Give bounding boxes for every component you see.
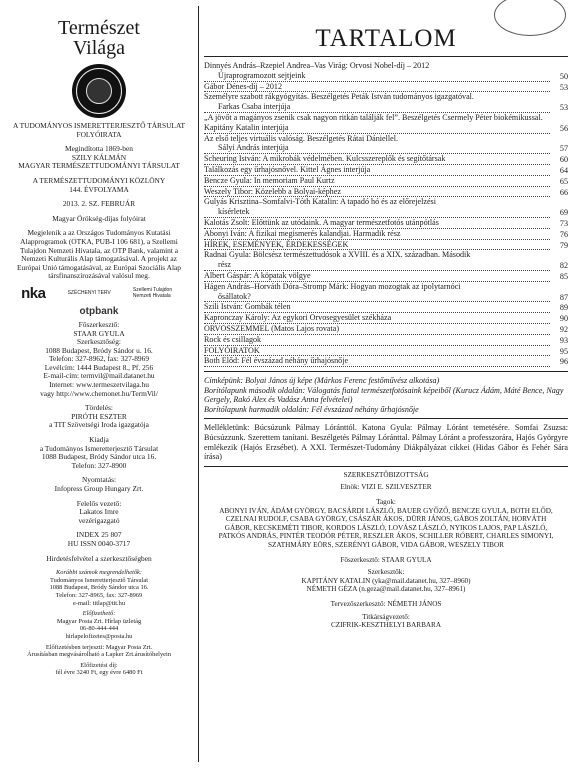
toc-entry (204, 240, 568, 251)
office-postal: Levélcím: 1444 Budapest 8., Pf. 256 (44, 362, 154, 372)
toc-entry (204, 302, 568, 313)
older-issues-phone: Telefon: 327-8965, fax: 327-8969 (55, 591, 143, 599)
toc-entry-title: Gábor Dénes-díj – 2012 (204, 82, 550, 93)
editor-nemeth: NÉMETH GÉZA (n.geza@mail.datanet.hu, 327–8961) (306, 585, 466, 594)
toc-entry (204, 282, 568, 303)
toc-entry-title: Személyre szabott rákgyógyítás. Beszélgetés Peták István tudományos igazgatóval. (204, 92, 474, 102)
supplement-text: Mellékletünk: Búcsúzunk Pálmay Lóránttól. Katona Gyula: Pálmay Lóránt temetésére. Somfai Zsuzsa: Búcsúzzunk. Szerettem tanítani. Beszélgetés Pálmay Lóránttal. Pálmay Lóránt a professzorára, Hajós Györgyre emlékezik (Hajós Erzsébet). A XXI. Természet-Tudomány Diákpályázat cikkei (Hidas Gábor és Fehér Sára írása) (204, 423, 568, 462)
editor-label: Főszerkesztő: (78, 319, 120, 329)
toc-entry-title: „A jövőt a magányos zsenik csak nagyon ritkán találják fel”. Beszélgetés Csermely Péter biokémikussal. Kapitány Katalin interjúja (204, 113, 550, 134)
toc-entry (204, 313, 568, 324)
office-email: E-mail-cím: termvil@mail.datanet.hu (43, 371, 155, 381)
toc-page-number: 64 (559, 165, 568, 175)
responsible-label: Felelős vezető: (76, 498, 122, 508)
design-name: PIRÓTH ESZTER (71, 411, 127, 421)
subscription-phone: 06-80-444-444 (79, 625, 119, 633)
issue-date: 2013. 2. SZ. FEBRUÁR (62, 199, 136, 209)
toc-page-number: 69 (559, 208, 568, 218)
board-members: ABONYI IVÁN, ÁDÁM GYÖRGY, BACSÁRDI LÁSZLÓ, BAUER GYŐZŐ, BENCZE GYULA, BOTH ELŐD, CZELNAI RUDOLF, CSABA GYÖRGY, CSÁSZÁR ÁKOS, DÜRR JÁNOS, GÁBOS ZOLTÁN, HORVÁTH GÁBOR, KECSKEMÉTI TIBOR, KORDOS LÁSZLÓ, LOVÁSZ LÁSZLÓ, NYIKOS LAJOS, PAP LÁSZLÓ, PATKÓS ANDRÁS, PINTÉR TEODÓR PÉTER, RESZLER ÁKOS, SCHILLER RÓBERT, CHARLES SIMONYI, SZATHMÁRY EÖRS, SZERÉNYI GÁBOR, VIDA GÁBOR, WESZELY TIBOR (218, 506, 554, 550)
publisher-phone: Telefon: 327-8900 (71, 460, 127, 470)
toc-entry (204, 229, 568, 240)
toc-entry-title: Radnai Gyula: Bölcsész természettudósok a XVIII. és a XIX. században. Második (204, 250, 471, 260)
toc-page-number: 92 (559, 324, 568, 334)
founded-line3: MAGYAR TERMÉSZETTUDOMÁNYI TÁRSULAT (18, 161, 180, 171)
journal-of-society: A TUDOMÁNYOS ISMERETTERJESZTŐ TÁRSULAT FOLYÓIRATA (13, 121, 185, 139)
toc-entry-continuation: ősállatok? (204, 292, 550, 303)
price-label: Előfizetési díj: (80, 661, 118, 669)
toc-entry (204, 61, 568, 82)
board-members-label: Tagok: (376, 498, 396, 507)
office-phone: Telefon: 327-8962, fax: 327-8969 (48, 354, 150, 364)
office-web-alt: vagy http://www.chemonet.hu/TermVil/ (40, 388, 158, 398)
toc-page-number: 76 (559, 229, 568, 239)
design-role: a TIT Szövetségi Iroda igazgatója (49, 420, 149, 430)
toc-entry (204, 176, 568, 187)
toc-entry-title: HÍREK, ESEMÉNYEK, ÉRDEKESSÉGEK (204, 240, 550, 251)
toc-page-number: 85 (559, 271, 568, 281)
older-issues-address: 1088 Budapest, Bródy Sándor utca 16. (49, 584, 149, 592)
heritage-award-line: Magyar Örökség-díjas folyóirat (52, 213, 146, 223)
cover-rule (204, 418, 568, 419)
cover-caption-1: Címképünk: Bolyai János új képe (Márkos Ferenc festőművész alkotása) (204, 376, 440, 386)
toc-page-number: 87 (559, 292, 568, 302)
responsible-name: Lakatos Imre (79, 507, 119, 517)
print-label: Nyomtatás: (81, 475, 117, 485)
toc-entry (204, 335, 568, 346)
toc-page-number: 50 (559, 71, 568, 81)
toc-page-number: 53 (559, 82, 568, 92)
toc-entry-title: Gulyás Krisztina–Somfalvi-Tóth Katalin: A tapadó hó és az előrejelzési (204, 197, 436, 207)
toc-page-number: 65 (559, 176, 568, 186)
supplement-rule (204, 466, 568, 467)
toc-bottom-rule (204, 371, 568, 372)
toc-entry-continuation: Újraprogramozott sejtjeink (204, 71, 550, 82)
secretary-name: CZIFRIK-KESZTHELYI BARBARA (330, 621, 442, 630)
cover-caption-3: Borítólapunk harmadik oldalán: Fél évszázad néhány űrhajósnője (204, 404, 419, 414)
toc-page-number: 93 (559, 335, 568, 345)
stnh-logo: Szellemi Tulajdon Nemzeti Hivatala (132, 287, 173, 300)
kozlony-line: A TERMÉSZETTUDOMÁNYI KÖZLÖNY (32, 175, 166, 185)
toc-page-number: 66 (559, 187, 568, 197)
toc-page-number: 53 (559, 103, 568, 113)
design-editor: Tervezőszerkesztő: NÉMETH JÁNOS (330, 599, 442, 608)
distribution-line1: Előfizetésben terjeszti: Magyar Posta Zrt. (45, 643, 153, 651)
toc-entry (204, 346, 568, 357)
office-address: 1088 Budapest, Bródy Sándor u. 16. (45, 345, 153, 355)
publisher-address: 1088 Budapest, Bródy Sándor utca 16. (41, 452, 157, 462)
secretary-label: Titkárságvezető: (362, 612, 410, 621)
toc-entry-title: Kalotás Zsolt: Előttünk az utódaink. A magyar természetfotós utánpótlás (204, 218, 550, 229)
toc-page-number: 79 (559, 240, 568, 250)
toc-entry-title: Kapronczay Károly: Az egykori Orvosegyesület székháza (204, 313, 550, 324)
toc-page-number: 90 (559, 314, 568, 324)
contents-heading: TARTALOM (315, 25, 457, 52)
issn-number: HU ISSN 0040-3717 (67, 538, 131, 548)
toc-page-number: 89 (559, 303, 568, 313)
chief-editor: Főszerkesztő: STAAR GYULA (340, 555, 432, 564)
toc-entry-title: Weszely Tibor: Közelebb a Bolyai-képhez (204, 187, 550, 198)
toc-entry (204, 82, 568, 93)
subscription-label: Előfizethető: (82, 610, 116, 618)
toc-page-number: 95 (559, 346, 568, 356)
toc-entry-continuation: rész (204, 260, 550, 271)
publisher-name: a Tudományos Ismeretterjesztő Társulat (39, 443, 159, 453)
board-title: SZERKESZTŐBIZOTTSÁG (343, 470, 429, 479)
toc-entry-title: Hágen András–Horváth Dóra–Stromp Márk: Hogyan mozogtak az ipolytarnóci (204, 281, 461, 291)
toc-page-number: 56 (559, 123, 568, 133)
toc-entry-title: Scheuring István: A mikrobák védelmében. Kulcsszereplők és segítőtársak (204, 154, 550, 165)
toc-entry-continuation: kísérletek (204, 207, 550, 218)
column-divider (198, 6, 199, 762)
toc-entry (204, 154, 568, 165)
toc-entry-title: Both Előd: Fél évszázad néhány űrhajósnője (204, 356, 550, 367)
table-of-contents (204, 61, 568, 367)
editors-label: Szerkesztők: (367, 568, 405, 577)
toc-entry (204, 324, 568, 335)
evfolyam-line: 144. ÉVFOLYAMA (69, 184, 129, 194)
heading-rule (204, 56, 568, 57)
toc-entry (204, 250, 568, 271)
magazine-title-line1: Természet (58, 17, 140, 39)
toc-entry-title: Az első teljes virtuális valóság. Beszélgetés Rátai Dániellel. (204, 133, 398, 143)
otp-logo: otpbank (79, 305, 119, 317)
ads-line: Hirdetésfelvétel a szerkesztőségben (46, 553, 152, 563)
contents-column (204, 4, 568, 764)
toc-entry (204, 165, 568, 176)
toc-entry (204, 271, 568, 282)
toc-entry-title: Bencze Gyula: In memoriam Paul Kurtz (204, 176, 550, 187)
editor-name: STAAR GYULA (73, 328, 125, 338)
toc-page-number: 82 (559, 261, 568, 271)
toc-entry-title: Abonyi Iván: A fizikai megismerés kalandjai. Harmadik rész (204, 229, 550, 240)
toc-page-number: 96 (559, 357, 568, 367)
subscription-email: hirlapelofizetes@posta.hu (65, 632, 133, 640)
magazine-title-line2: Világa (72, 37, 126, 59)
toc-entry-title: Szili István: Gombák télen (204, 302, 550, 313)
toc-page-number: 57 (559, 144, 568, 154)
office-label: Szerkesztőség: (77, 337, 121, 347)
older-issues-email: e-mail: titlap@tit.hu (72, 599, 126, 607)
imprint-column (4, 4, 194, 764)
toc-entry (204, 113, 568, 134)
toc-entry-continuation: Sályi András interjúja (204, 143, 550, 154)
publisher-label: Kiadja (89, 435, 109, 445)
board-chair: Elnök: VIZI E. SZILVESZTER (340, 483, 432, 492)
toc-entry (204, 92, 568, 113)
founded-line1: Megindította 1869-ben (65, 144, 133, 154)
toc-entry-title: Rock és csillagok (204, 335, 550, 346)
toc-entry (204, 197, 568, 218)
editor-kapitany: KAPITÁNY KATALIN (yka@mail.datanet.hu, 327–8960) (301, 576, 471, 585)
subscription-org: Magyar Posta Zrt. Hírlap üzletág (56, 617, 142, 625)
price-values: fél évre 3240 Ft, egy évre 6480 Ft (55, 669, 143, 677)
toc-entry-title: Albert Gáspár: A köpatak völgye (204, 271, 550, 282)
sponsor-logos (10, 285, 188, 302)
toc-entry (204, 187, 568, 198)
cover-caption-2: Borítólapunk második oldalán: Válogatás fiatal természetfotósaink képeiből (Kurucz Ádám, Máté Bence, Nagy Gergely, Rakó Alex és Vadász Anna felvételei) (204, 385, 564, 405)
toc-entry-title: Dinnyés András–Rzepiel Andrea–Vas Virág: Orvosi Nobel-díj – 2012 (204, 61, 430, 70)
toc-entry-title: FOLYÓIRATOK (204, 346, 550, 357)
editorial-board (204, 471, 568, 630)
responsible-role: vezérigazgató (78, 515, 120, 525)
index-number: INDEX 25 807 (76, 530, 122, 540)
toc-entry (204, 134, 568, 155)
print-company: Infopress Group Hungary Zrt. (54, 484, 144, 493)
society-emblem-icon (72, 64, 126, 118)
older-issues-label: Korábbi számok megrendelhetők: (55, 569, 143, 577)
toc-page-number: 60 (559, 155, 568, 165)
toc-entry-title: Találkozás egy űrhajósnővel. Kittel Ágnes interjúja (204, 165, 550, 176)
support-statement: Megjelenik a az Országos Tudományos Kutatási Alapprogramok (OTKA, PUB-I 106 681), a Szellemi Tulajdon Nemzeti Hivatala, az OTP Bank, valamint a Nemzeti Kulturális Alap támogatásával. A projekt az Európai Unió támogatásával, az Európai Szociális Alap társfinanszírozásával valósul meg. (17, 228, 181, 281)
toc-entry (204, 218, 568, 229)
toc-entry (204, 356, 568, 367)
nka-logo: nka (21, 284, 46, 302)
office-web: Internet: www.termeszetvilaga.hu (49, 380, 149, 390)
toc-entry-continuation: Farkas Csaba interjúja (204, 102, 550, 113)
founded-line2: SZILY KÁLMÁN (71, 152, 127, 162)
design-label: Tördelés: (85, 403, 113, 413)
szechenyi-logo: SZÉCHENYI TERV (67, 290, 111, 297)
toc-entry-title: ORVOSSZEMMEL (Matos Lajos rovata) (204, 324, 550, 335)
distribution-line2: Árusításban megvásárolható a Lapker Zrt.árusítóhelyein (27, 651, 171, 659)
older-issues-org: Tudományos Ismeretterjesztő Társulat (50, 576, 148, 584)
toc-page-number: 73 (559, 218, 568, 228)
